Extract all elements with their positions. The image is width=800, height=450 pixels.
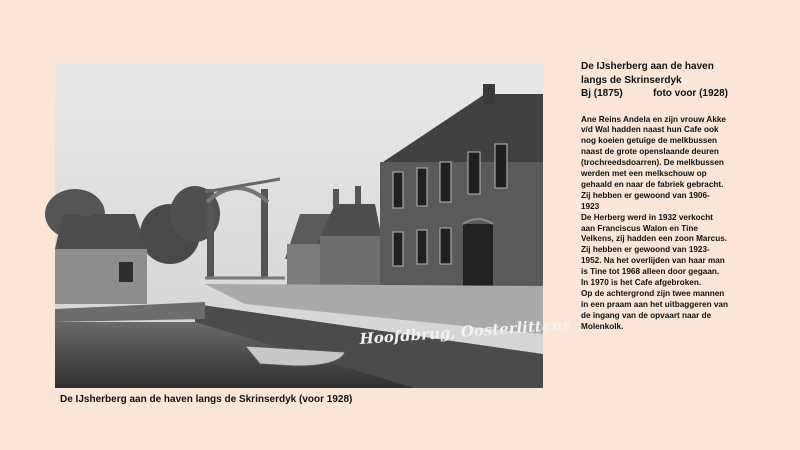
description-line: In 1970 is het Cafe afgebroken. bbox=[581, 278, 702, 288]
description-line: is Tine tot 1968 alleen door gegaan. bbox=[581, 267, 720, 277]
info-panel bbox=[581, 60, 791, 333]
description-line: Zij hebben er gewoond van 1906- bbox=[581, 190, 710, 200]
description-text bbox=[581, 115, 791, 333]
description-line: Velkens, zij hadden een zoon Marcus. bbox=[581, 234, 728, 244]
title-line-1: De IJsherberg aan de haven bbox=[581, 61, 714, 72]
description-line: naast de grote openslaande deuren bbox=[581, 147, 719, 157]
description-line: aan Franciscus Walon en Tine bbox=[581, 223, 698, 233]
photo-stamp-text: Hoofdbrug, Oosterlittens bbox=[359, 315, 572, 348]
description-line: in een praam aan het uitbaggeren van bbox=[581, 299, 728, 309]
description-line: Op de achtergrond zijn twee mannen bbox=[581, 289, 725, 298]
description-line: (trochreedsdoarren). De melkbussen bbox=[581, 158, 724, 168]
description-line: de ingang van de opvaart naar de bbox=[581, 310, 712, 320]
info-title bbox=[581, 60, 791, 101]
description-line: 1952. Na het overlijden van haar man bbox=[581, 256, 725, 266]
title-line-2: langs de Skrinserdyk bbox=[581, 74, 682, 86]
description-line: gehaald en naar de fabriek gebracht. bbox=[581, 179, 724, 189]
description-line: Ane Reins Andela en zijn vrouw Akke bbox=[581, 114, 726, 124]
photo-illustration bbox=[55, 64, 572, 388]
photo-caption: De IJsherberg aan de haven langs de Skrinserdyk (voor 1928) bbox=[60, 394, 353, 405]
historic-photo bbox=[55, 64, 572, 388]
photo-date: foto voor (1928) bbox=[653, 88, 729, 99]
description-line: v/d Wal hadden naast hun Cafe ook bbox=[581, 125, 719, 135]
description-line: 1923 bbox=[581, 201, 600, 211]
build-year: Bj (1875) bbox=[581, 88, 623, 99]
description-line: werden met een melkschouw op bbox=[581, 169, 707, 179]
description-line: nog koeien getuige de melkbussen bbox=[581, 136, 718, 146]
year-row bbox=[581, 87, 791, 101]
description-line: Zij hebben er gewoond van 1923- bbox=[581, 245, 710, 255]
description-line: De Herberg werd in 1932 verkocht bbox=[581, 212, 713, 222]
description-line: Molenkolk. bbox=[581, 321, 624, 331]
